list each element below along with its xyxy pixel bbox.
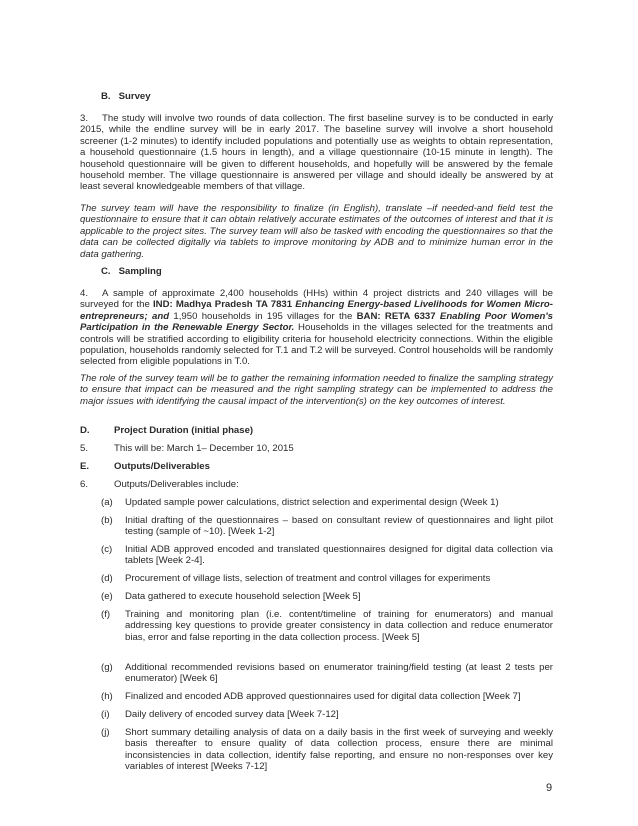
deliverable-text: Updated sample power calculations, district selection and experimental design (Week 1) (125, 497, 499, 508)
paragraph-4-project-ban-title: Enabling Poor Women's Participation in the Renewable Energy Sector. (80, 310, 553, 334)
paragraph-4-project-ind: IND: Madhya Pradesh TA 7831 (153, 299, 296, 311)
deliverable-text: Initial drafting of the questionnaires – based on consultant review of questionnaires and light pilot testing (sample of ~10). [Week 1-2] (125, 515, 553, 538)
deliverable-letter: (b) (101, 515, 113, 526)
section-c-heading (101, 266, 574, 277)
section-b-label: B. (101, 91, 111, 102)
deliverable-letter: (c) (101, 544, 113, 555)
section-d-title: Project Duration (initial phase) (114, 425, 254, 436)
section-e-label: E. (80, 461, 90, 472)
section-e-title: Outputs/Deliverables (114, 461, 210, 472)
deliverable-item (101, 544, 553, 567)
deliverable-item (101, 573, 553, 584)
paragraph-3 (80, 113, 553, 193)
section-b-title: Survey (118, 91, 151, 102)
deliverable-text: Additional recommended revisions based on enumerator training/field testing (at least 2 tests per enumerator) [Week 6] (125, 662, 553, 685)
deliverable-letter: (j) (101, 727, 110, 738)
paragraph-4-text-1: A sample of approximate 2,400 households (HHs) within 4 project districts and 240 villages will be surveyed for the (80, 288, 553, 311)
deliverable-letter: (d) (101, 573, 113, 584)
deliverable-item (101, 727, 553, 773)
deliverable-item (101, 609, 553, 643)
deliverable-item (101, 591, 553, 602)
deliverable-text: Short summary detailing analysis of data on a daily basis in the first week of surveying and weekly basis thereafter to ensure quality of data collection process, ensure there are minimal inconsistencies in data collection, identify false reporting, and ensure no non-responses over key variables of interest [Weeks 7-12] (125, 727, 553, 773)
paragraph-3-number: 3. (80, 113, 89, 124)
deliverable-item (101, 691, 553, 702)
page-number: 9 (546, 782, 553, 794)
deliverable-letter: (f) (101, 609, 111, 620)
paragraph-4 (80, 288, 553, 368)
paragraph-4-number: 4. (80, 288, 89, 299)
deliverable-text: Training and monitoring plan (i.e. content/timeline of training for enumerators) and manual addressing key questions to provide greater consistency in data collection and reduce enumerator bias, error and false reporting in the data collection process. [Week 5] (125, 609, 553, 643)
deliverable-text: Initial ADB approved encoded and translated questionnaires designed for digital data collection via tablets [Week 2-4]. (125, 544, 553, 567)
deliverable-item (101, 662, 553, 685)
section-c-label: C. (101, 266, 111, 277)
deliverable-text: Procurement of village lists, selection of treatment and control villages for experiments (125, 573, 491, 584)
deliverable-text: Data gathered to execute household selection [Week 5] (125, 591, 361, 602)
deliverable-letter: (h) (101, 691, 113, 702)
deliverable-item (101, 709, 553, 720)
note-survey-team: The survey team will have the responsibility to finalize (in English), translate –if needed-and field test the questionnaire to ensure that it can obtain relatively accurate estimates of the outcomes of interest and that it is applicable to the project sites. The survey team will also be tasked with encoding the questionnaires so that the data can be collected digitally via tablets to improve monitoring by ADB and to minimize human error in the data gathering. (80, 203, 553, 260)
deliverable-text: Finalized and encoded ADB approved questionnaires used for digital data collection [Week 7] (125, 691, 521, 702)
deliverable-letter: (a) (101, 497, 113, 508)
paragraph-6-text: Outputs/Deliverables include: (114, 479, 239, 490)
deliverable-letter: (e) (101, 591, 113, 602)
note-sampling: The role of the survey team will be to gather the remaining information needed to finalize the sampling strategy to ensure that impact can be measured and the right sampling strategy can be implemented to address the major issues with identifying the causal impact of the intervention(s) on the key outcomes of interest. (80, 373, 553, 407)
paragraph-5-number: 5. (80, 443, 89, 454)
paragraph-3-text: The study will involve two rounds of data collection. The first baseline survey is to be conducted in early 2015, while the endline survey will be in early 2017. The baseline survey will involve a short household screener (1-2 minutes) to identify included populations and potentially use as weights to obtain representation, a household questionnaire (1.5 hours in length), and a village questionnaire (10-15 minute in length). The household questionnaire will be given to different households, and hopefully will be answered by the female household member. The village questionnaire is answered per village and should ideally be answered by at least several knowledgeable members of that village. (80, 113, 553, 193)
deliverable-letter: (g) (101, 662, 113, 673)
paragraph-5-text: This will be: March 1– December 10, 2015 (114, 443, 294, 454)
deliverable-letter: (i) (101, 709, 110, 720)
deliverable-item (101, 497, 553, 508)
paragraph-4-text-3: Households in the villages selected for the treatments and controls will be stratified according to eligibility criteria for household electricity connections. Within the eligible population, households randomly selected for T.1 and T.2 will be surveyed. Control households will be randomly selected from eligible populations in T.0. (80, 322, 553, 368)
deliverable-text: Daily delivery of encoded survey data [Week 7-12] (125, 709, 339, 720)
section-d-label: D. (80, 425, 90, 436)
paragraph-4-text-2: 1,950 households in 195 villages for the (173, 310, 357, 322)
section-c-title: Sampling (118, 266, 162, 277)
paragraph-4-project-ban: BAN: RETA 6337 (356, 310, 440, 322)
deliverable-item (101, 515, 553, 538)
section-b-heading (101, 91, 574, 102)
paragraph-4-project-ind-title: Enhancing Energy-based Livelihoods for Women Micro-entrepreneurs; and (80, 299, 553, 322)
paragraph-6-number: 6. (80, 479, 89, 490)
